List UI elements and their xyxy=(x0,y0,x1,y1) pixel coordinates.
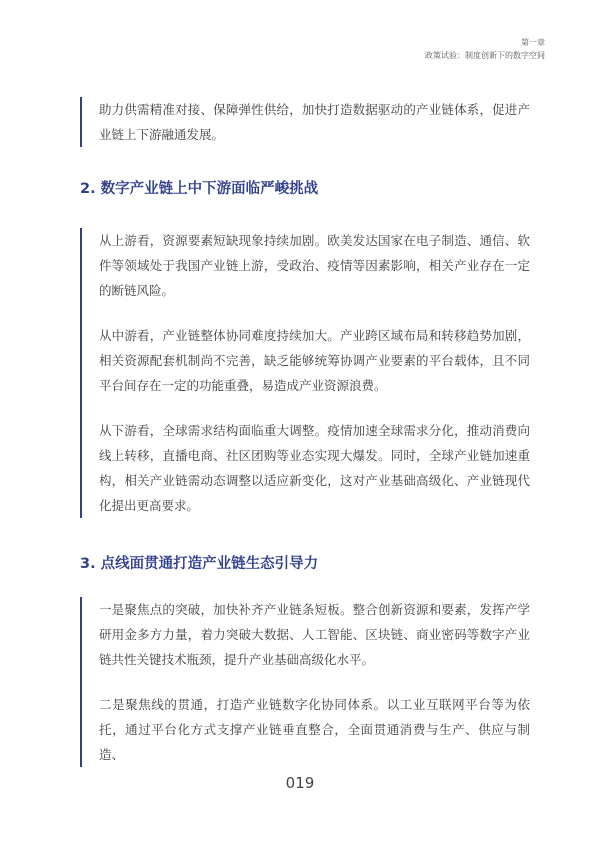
section-2-block xyxy=(80,228,530,518)
chapter-label: 第一章 xyxy=(521,38,545,47)
paragraph: 从下游看，全球需求结构面临重大调整。疫情加速全球需求分化，推动消费向线上转移，直播电商、社区团购等业态实现大爆发。同时，全球产业链加速重构，相关产业链需动态调整以适应新变化，这对产业基础高级化、产业链现代化提出更高要求。 xyxy=(99,423,530,513)
section-3-heading: 3. 点线面贯通打造产业链生态引导力 xyxy=(80,556,319,572)
paragraph: 从中游看，产业链整体协同难度持续加大。产业跨区域布局和转移趋势加剧，相关资源配套机制尚不完善，缺乏能够统筹协调产业要素的平台载体，且不同平台间存在一定的功能重叠，易造成产业资源浪费。 xyxy=(99,328,530,393)
paragraph: 一是聚焦点的突破，加快补齐产业链条短板。整合创新资源和要素，发挥产学研用金多方力量，着力突破大数据、人工智能、区块链、商业密码等数字产业链共性关键技术瓶颈，提升产业基础高级化水平。 xyxy=(99,602,530,667)
intro-block xyxy=(80,97,530,147)
section-3-block xyxy=(80,597,530,767)
paragraph: 二是聚焦线的贯通，打造产业链数字化协同体系。以工业互联网平台等为依托，通过平台化方式支撑产业链垂直整合，全面贯通消费与生产、供应与制造、 xyxy=(99,697,530,762)
section-2-heading: 2. 数字产业链上中下游面临严峻挑战 xyxy=(80,181,319,197)
page-number: 019 xyxy=(285,774,315,792)
running-header xyxy=(425,36,545,62)
paragraph: 从上游看，资源要素短缺现象持续加剧。欧美发达国家在电子制造、通信、软件等领域处于我国产业链上游，受政治、疫情等因素影响，相关产业存在一定的断链风险。 xyxy=(99,233,530,298)
chapter-subtitle: 政策试验：制度创新下的数字空间 xyxy=(425,51,545,60)
intro-paragraph: 助力供需精准对接、保障弹性供给，加快打造数据驱动的产业链体系，促进产业链上下游融通发展。 xyxy=(99,102,530,142)
